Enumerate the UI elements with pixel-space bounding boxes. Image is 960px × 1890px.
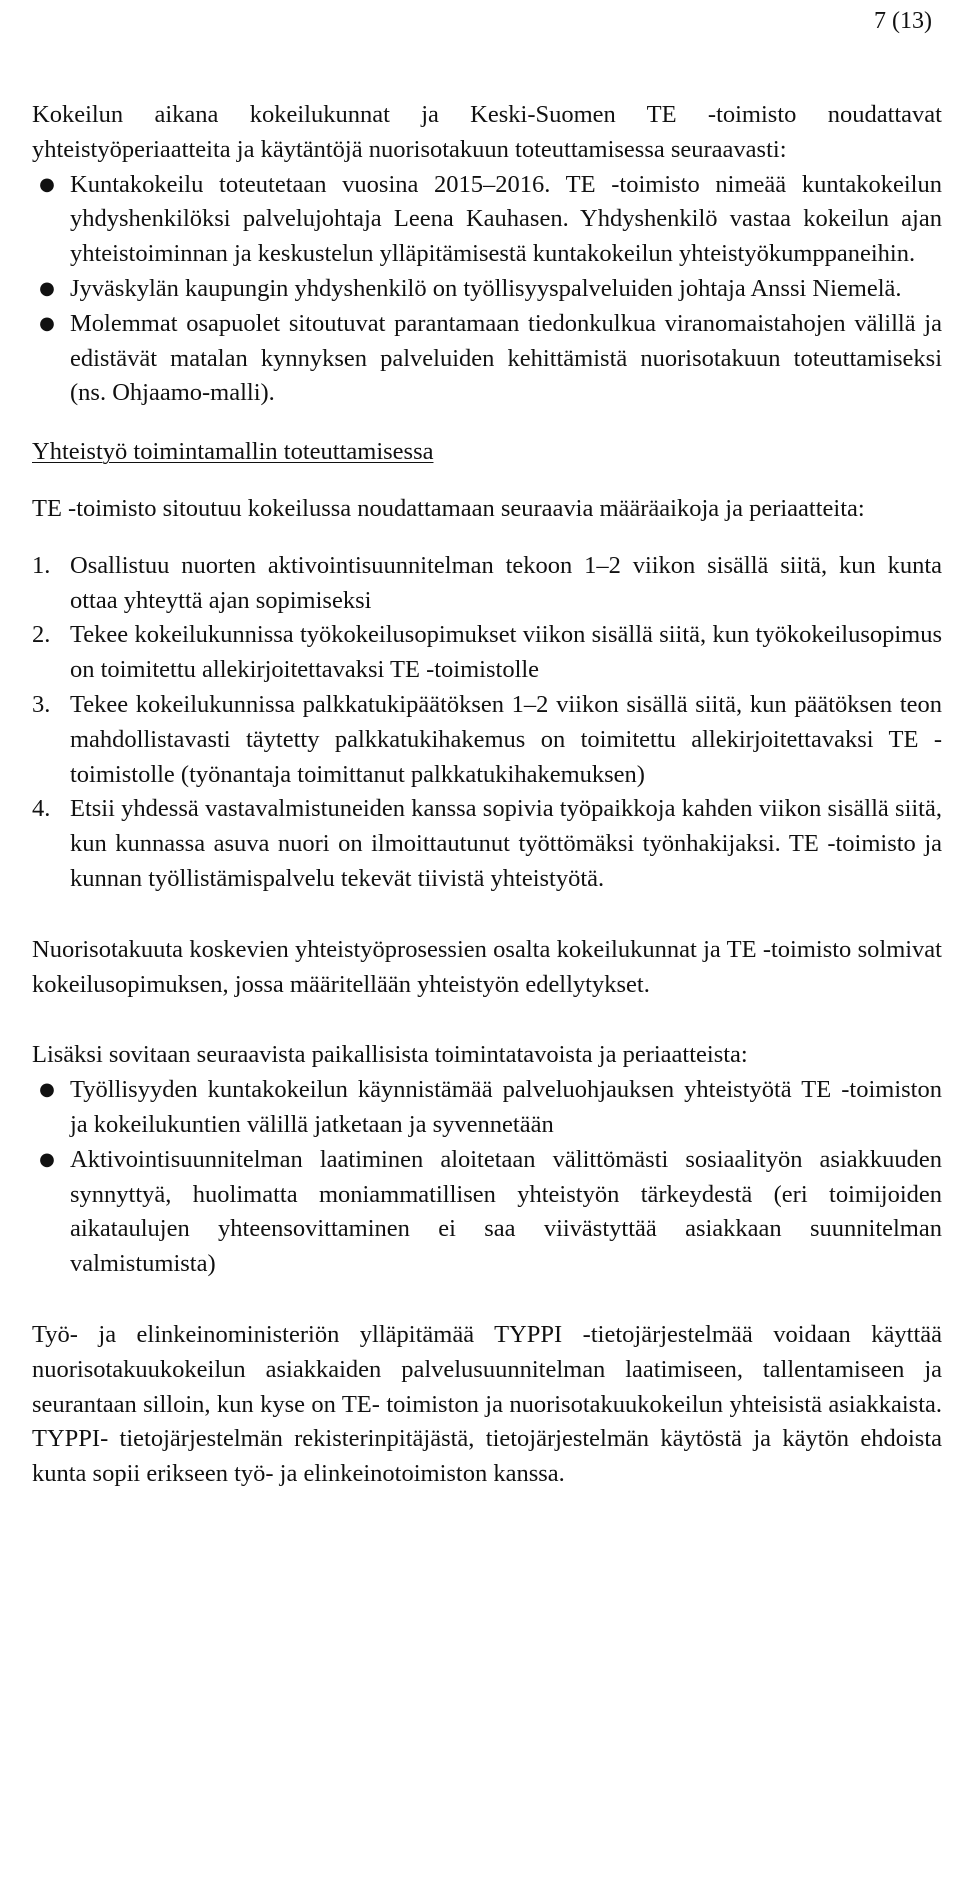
list-item xyxy=(32,168,942,272)
list-item xyxy=(32,549,942,619)
list-item-text: Tekee kokeilukunnissa työkokeilusopimukset viikon sisällä siitä, kun työkokeilusopimus on toimitettu allekirjoitettavaksi TE -toimistolle xyxy=(70,621,942,684)
intro-paragraph: Kokeilun aikana kokeilukunnat ja Keski-Suomen TE -toimisto noudattavat yhteistyöperiaatteita ja käytäntöjä nuorisotakuun toteuttamisessa seuraavasti: xyxy=(32,101,942,163)
list-item xyxy=(32,272,942,307)
list-item-number: 4. xyxy=(32,795,51,823)
list-item xyxy=(32,1073,942,1143)
list-item xyxy=(32,618,942,688)
document-body xyxy=(32,98,942,1492)
list-item xyxy=(32,307,942,411)
bullet-icon: ● xyxy=(39,277,55,299)
list-item-number: 1. xyxy=(32,551,51,579)
section-heading: Yhteistyö toimintamallin toteuttamisessa xyxy=(32,438,434,466)
list-item-text: Työllisyyden kuntakokeilun käynnistämää palveluohjauksen yhteistyötä TE -toimiston ja kokeilukuntien välillä jatketaan ja syvennetään xyxy=(70,1076,942,1138)
bullet-icon: ● xyxy=(39,173,55,195)
list-item-text: Molemmat osapuolet sitoutuvat parantamaan tiedonkulkua viranomaistahojen välillä ja edistävät matalan kynnyksen palveluiden kehittämistä nuorisotakuun toteuttamiseksi (ns. Ohjaamo-malli). xyxy=(70,309,942,407)
list-item-text: Aktivointisuunnitelman laatiminen aloitetaan välittömästi sosiaalityön asiakkuuden synnyttyä, huolimatta moniammatillisen yhteistyön tärkeydestä (eri toimijoiden aikataulujen yhteensovittaminen ei saa viivästyttää asiakkaan suunnitelman valmistumista) xyxy=(70,1145,942,1278)
list-item-text: Kuntakokeilu toteutetaan vuosina 2015–2016. TE -toimisto nimeää kuntakokeilun yhdyshenkilöksi palvelujohtaja Leena Kauhasen. Yhdyshenkilö vastaa kokeilun ajan yhteistoiminnan ja keskustelun ylläpitämisestä kuntakokeilun yhteistyökumppaneihin. xyxy=(70,170,942,268)
list-item xyxy=(32,1143,942,1282)
commitment-intro: TE -toimisto sitoutuu kokeilussa noudattamaan seuraavia määräaikoja ja periaatteita: xyxy=(32,494,865,522)
list-item xyxy=(32,792,942,896)
local-practices-intro: Lisäksi sovitaan seuraavista paikallisista toimintatavoista ja periaatteista: xyxy=(32,1041,748,1069)
bullet-icon: ● xyxy=(39,1148,55,1170)
typpi-paragraph: Työ- ja elinkeinoministeriön ylläpitämää TYPPI -tietojärjestelmää voidaan käyttää nuorisotakuukokeilun asiakkaiden palvelusuunnitelman laatimiseen, tallentamiseen ja seurantaan silloin, kun kyse on TE- toimiston ja nuorisotakuukokeilun yhteisistä asiakkaista. TYPPI- tietojärjestelmän rekisterinpitäjästä, tietojärjestelmän käytöstä ja käytön ehdoista kunta sopii erikseen työ- ja elinkeinotoimiston kanssa. xyxy=(32,1320,942,1488)
bullet-icon: ● xyxy=(39,312,55,334)
deadlines-list xyxy=(32,549,942,897)
list-item-text: Osallistuu nuorten aktivointisuunnitelman tekoon 1–2 viikon sisällä siitä, kun kunta ottaa yhteyttä ajan sopimiseksi xyxy=(70,551,942,614)
list-item-text: Jyväskylän kaupungin yhdyshenkilö on työllisyyspalveluiden johtaja Anssi Niemelä. xyxy=(70,274,902,302)
list-item-number: 3. xyxy=(32,690,51,718)
local-practices-list xyxy=(32,1073,942,1282)
bullet-icon: ● xyxy=(39,1079,55,1101)
list-item xyxy=(32,688,942,792)
list-item-number: 2. xyxy=(32,621,51,649)
list-item-text: Tekee kokeilukunnissa palkkatukipäätöksen 1–2 viikon sisällä siitä, kun päätöksen teon mahdollistavasti täytetty palkkatukihakemus on toimitettu allekirjoitettavaksi TE -toimistolle (työnantaja toimittanut palkkatukihakemuksen) xyxy=(70,690,942,788)
list-item-text: Etsii yhdessä vastavalmistuneiden kanssa sopivia työpaikkoja kahden viikon sisällä siitä, kun kunnassa asuva nuori on ilmoittautunut työttömäksi työnhakijaksi. TE -toimisto ja kunnan työllistämispalvelu tekevät tiivistä yhteistyötä. xyxy=(70,795,942,892)
principles-list xyxy=(32,168,942,412)
page-number: 7 (13) xyxy=(874,8,932,34)
agreement-paragraph: Nuorisotakuuta koskevien yhteistyöprosessien osalta kokeilukunnat ja TE -toimisto solmivat kokeilusopimuksen, jossa määritellään yhteistyön edellytykset. xyxy=(32,935,942,998)
